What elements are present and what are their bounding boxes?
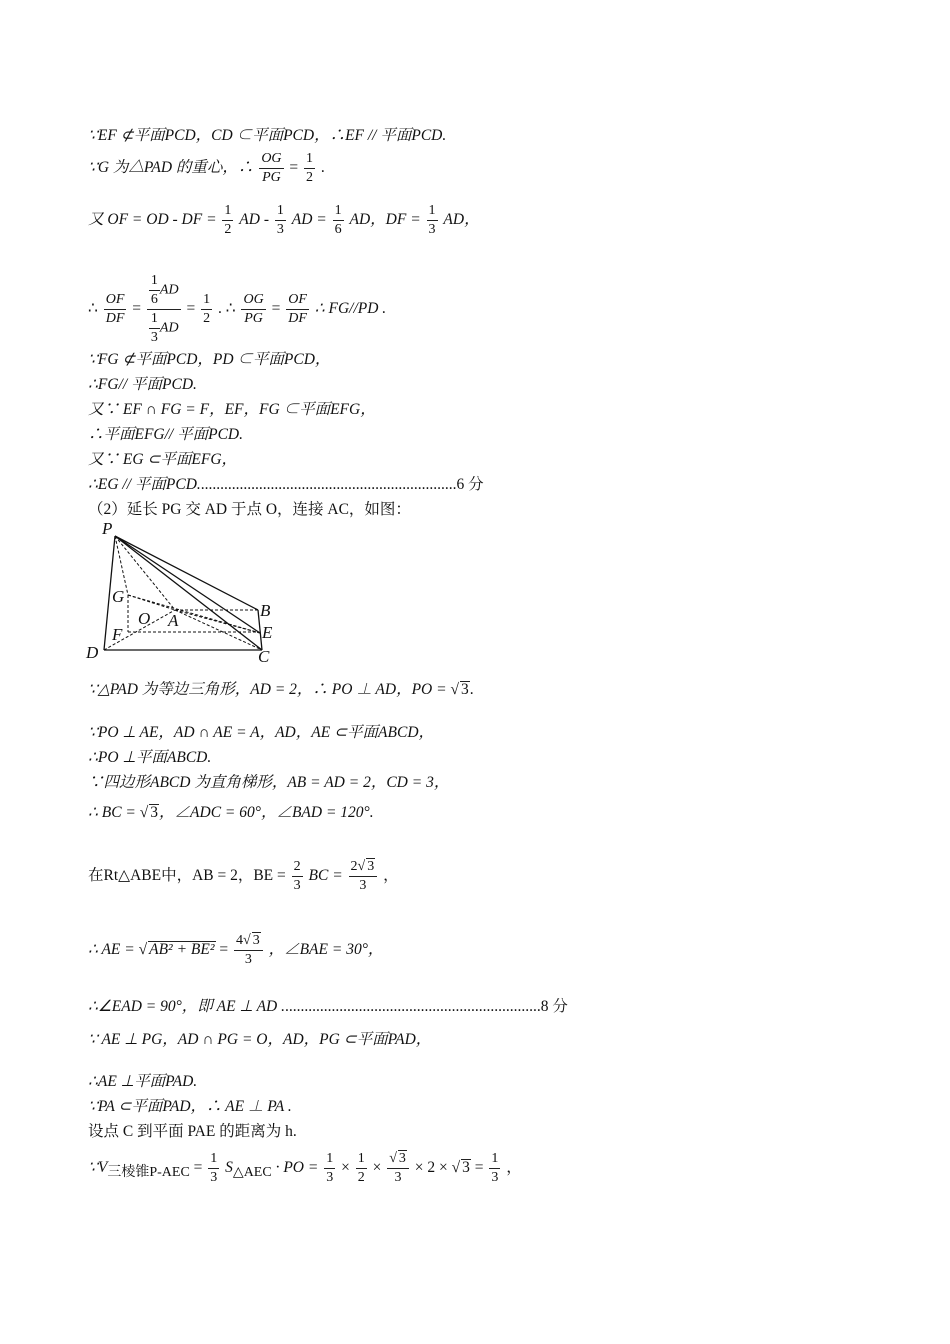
proof-line-12: ∵△PAD 为等边三角形，AD = 2，∴ PO ⊥ AD，PO = √ 3. xyxy=(88,681,474,698)
proof-line-18: ∴ AE = √ AB² + BE² = $\frac{4√ 3}{3}$ ，∠BAE = 30°， xyxy=(88,933,384,967)
fraction-of-df-2: $\frac{OF}{DF}$ xyxy=(288,292,307,326)
proof-line-9: 又∵ EG ⊂平面EFG， xyxy=(88,451,238,468)
label-f: F xyxy=(112,625,123,644)
label-a: A xyxy=(168,611,179,630)
fraction-compound: $\frac{1}{6}$ AD $\frac{1}{3}$ AD xyxy=(147,272,181,347)
proof-line-7: 又∵ EF ∩ FG = F，EF，FG ⊂平面EFG， xyxy=(88,401,376,418)
proof-line-21: ∴AE ⊥平面PAD. xyxy=(88,1073,198,1090)
proof-line-23: 设点 C 到平面 PAE 的距离为 h. xyxy=(88,1123,297,1140)
fraction-two-thirds: $\frac{2}{3}$ xyxy=(293,859,301,893)
fraction-sqrt3-3: $\frac{√ 3}{3}$ xyxy=(387,1150,409,1187)
fraction-one-third-b: $\frac{1}{3}$ xyxy=(326,1151,334,1185)
label-c: C xyxy=(258,647,270,666)
label-e: E xyxy=(262,623,273,642)
proof-line-2: ∵G 为△PAD 的重心，∴ $\frac{OG}{PG}$ = $\frac{1}{2}$ . xyxy=(88,151,325,185)
edge-pc xyxy=(115,536,262,650)
proof-line-15: ∵四边形ABCD 为直角梯形，AB = AD = 2，CD = 3， xyxy=(88,774,450,791)
label-g: G xyxy=(112,587,125,606)
fraction-of-df: $\frac{OF}{DF}$ xyxy=(105,292,125,326)
proof-line-14: ∴PO ⊥平面ABCD. xyxy=(88,749,212,766)
proof-line-6: ∴FG// 平面PCD. xyxy=(88,376,197,393)
proof-line-1: ∵EF ⊄平面PCD，CD ⊂平面PCD，∴EF // 平面PCD. xyxy=(88,127,447,144)
label-b: B xyxy=(260,601,271,620)
proof-line-22: ∵PA ⊂平面PAD，∴ AE ⊥ PA . xyxy=(88,1098,292,1115)
proof-line-3: 又 OF = OD - DF = $\frac{1}{2}$ AD - $\frac{1}{3}$ AD = $\frac{1}{6}$ AD，DF = $\frac{1}{3}$ AD， xyxy=(88,203,480,237)
proof-line-16: ∴ BC = √ 3，∠ADC = 60°，∠BAD = 120°. xyxy=(88,804,374,821)
fraction-result-third: $\frac{1}{3}$ xyxy=(491,1151,499,1185)
proof-line-19: ∴∠EAD = 90°，即 AE ⊥ AD ...................................................................8 分 xyxy=(88,998,568,1015)
proof-line-20: ∵ AE ⊥ PG，AD ∩ PG = O，AD，PG ⊂平面PAD， xyxy=(88,1031,432,1048)
proof-line-8: ∴平面EFG// 平面PCD. xyxy=(88,426,243,443)
fraction-third: $\frac{1}{3}$ xyxy=(276,203,284,237)
fraction-2sqrt3-3: $\frac{2√ 3}{3}$ xyxy=(349,858,378,895)
fraction-og-pg: $\frac{OG}{PG}$ xyxy=(261,151,282,185)
proof-line-4: ∴ $\frac{OF}{DF}$ = $\frac{1}{6}$ AD $\frac{1}{3}$ AD = $\frac{1}{2}$ . ∴ $\frac{OG}{PG}$ = $\frac{OF}{DF}$ ∴ FG//PD . xyxy=(88,273,387,345)
fraction-half: $\frac{1}{2}$ xyxy=(224,203,232,237)
fraction-result-half: $\frac{1}{2}$ xyxy=(203,292,211,326)
label-p: P xyxy=(102,520,113,538)
proof-line-13: ∵PO ⊥ AE，AD ∩ AE = A，AD，AE ⊂平面ABCD， xyxy=(88,724,435,741)
proof-line-10: ∴EG // 平面PCD...................................................................6 分 xyxy=(88,476,484,493)
proof-line-5: ∵FG ⊄平面PCD，PD ⊂平面PCD， xyxy=(88,351,331,368)
proof-line-24: $\because V_{三棱锥P-AEC}$ = $\frac{1}{3}$ $S_{\triangle AEC}$ · PO = $\frac{1}{3}$ × $\frac{1}{2}$ × $\frac{√ 3}{3}$ × 2 × √ 3 = $\frac{1}{3}$ ， xyxy=(88,1151,522,1185)
fraction-4sqrt3-3: $\frac{4√ 3}{3}$ xyxy=(234,932,263,969)
fraction-third-2: $\frac{1}{3}$ xyxy=(428,203,436,237)
edge-pe xyxy=(115,536,260,633)
edge-ga xyxy=(128,595,175,610)
label-d: D xyxy=(86,643,99,662)
fraction-one-half-b: $\frac{1}{2}$ xyxy=(357,1151,365,1185)
edge-pb xyxy=(115,536,258,610)
fraction-one-half: $\frac{1}{2}$ xyxy=(306,151,314,185)
proof-line-11: （2）延长 PG 交 AD 于点 O，连接 AC，如图： xyxy=(88,501,411,518)
fraction-sixth: $\frac{1}{6}$ xyxy=(334,203,342,237)
proof-line-17: 在Rt△ABE中，AB = 2，BE = $\frac{2}{3}$ BC = $\frac{2√ 3}{3}$ ， xyxy=(88,859,399,893)
pyramid-figure xyxy=(80,520,300,670)
label-o: O xyxy=(138,609,151,628)
fraction-one-third-v: $\frac{1}{3}$ xyxy=(210,1151,218,1185)
fraction-og-pg-2: $\frac{OG}{PG}$ xyxy=(243,292,264,326)
